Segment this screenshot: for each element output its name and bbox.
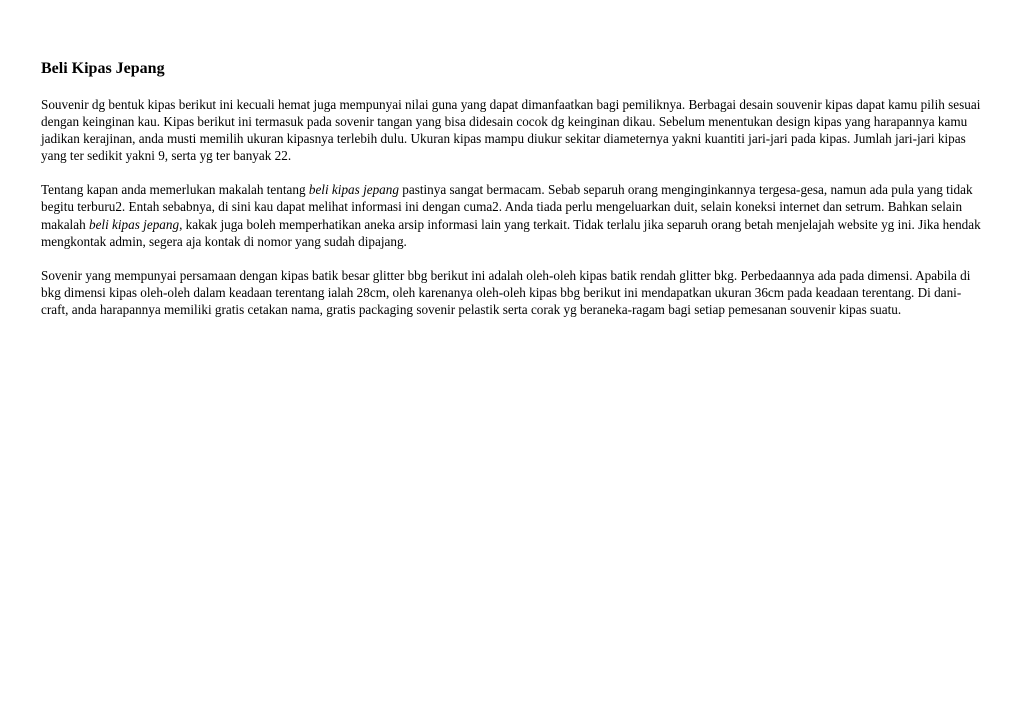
- paragraph-2: [41, 181, 981, 249]
- paragraph-2-text-c: , kakak juga boleh memperhatikan aneka arsip informasi lain yang terkait. Tidak terlalu jika separuh orang betah menjelajah website yg ini. Jika hendak mengkontak admin, segera aja kontak di nomor yang sudah dipajang.: [41, 216, 981, 249]
- paragraph-3-text: Sovenir yang mempunyai persamaan dengan kipas batik besar glitter bbg berikut ini adalah oleh-oleh kipas batik rendah glitter bkg. Perbedaannya ada pada dimensi. Apabila di bkg dimensi kipas oleh-oleh dalam keadaan terentang ialah 28cm, oleh karenanya oleh-oleh kipas bbg berikut ini mendapatkan ukuran 36cm pada keadaan terentang. Di dani-craft, anda harapannya memiliki gratis cetakan nama, gratis packaging sovenir pelastik serta corak yg beraneka-ragam bagi setiap pemesanan souvenir kipas suatu.: [41, 267, 971, 317]
- paragraph-1-text: Souvenir dg bentuk kipas berikut ini kecuali hemat juga mempunyai nilai guna yang dapat dimanfaatkan bagi pemiliknya. Berbagai desain souvenir kipas dapat kamu pilih sesuai dengan keinginan kau. Kipas berikut ini termasuk pada sovenir tangan yang bisa didesain cocok dg keinginan dikau. Sebelum menentukan design kipas yang harapannya kamu jadikan kerajinan, anda musti memilih ukuran kipasnya terlebih dulu. Ukuran kipas mampu diukur sekitar diameternya yakni kuantiti jari-jari pada kipas. Jumlah jari-jari kipas yang ter sedikit yakni 9, serta yg ter banyak 22.: [41, 97, 981, 164]
- document-page: [41, 58, 981, 318]
- document-title: Beli Kipas Jepang: [41, 60, 165, 77]
- paragraph-3: [41, 267, 981, 318]
- paragraph-1: [41, 96, 981, 164]
- paragraph-2-text-b: pastinya sangat bermacam. Sebab separuh orang menginginkannya tergesa-gesa, namun ada pula yang tidak begitu terburu2. Entah sebabnya, di sini kau dapat melihat informasi ini dengan cuma2. Anda tiada perlu mengeluarkan duit, selain koneksi internet dan setrum. Bahkan selain makalah: [41, 182, 973, 232]
- paragraph-2-text-a: Tentang kapan anda memerlukan makalah tentang: [41, 182, 309, 198]
- keyword-emphasis: beli kipas jepang: [88, 216, 180, 232]
- keyword-emphasis: beli kipas jepang: [308, 182, 399, 198]
